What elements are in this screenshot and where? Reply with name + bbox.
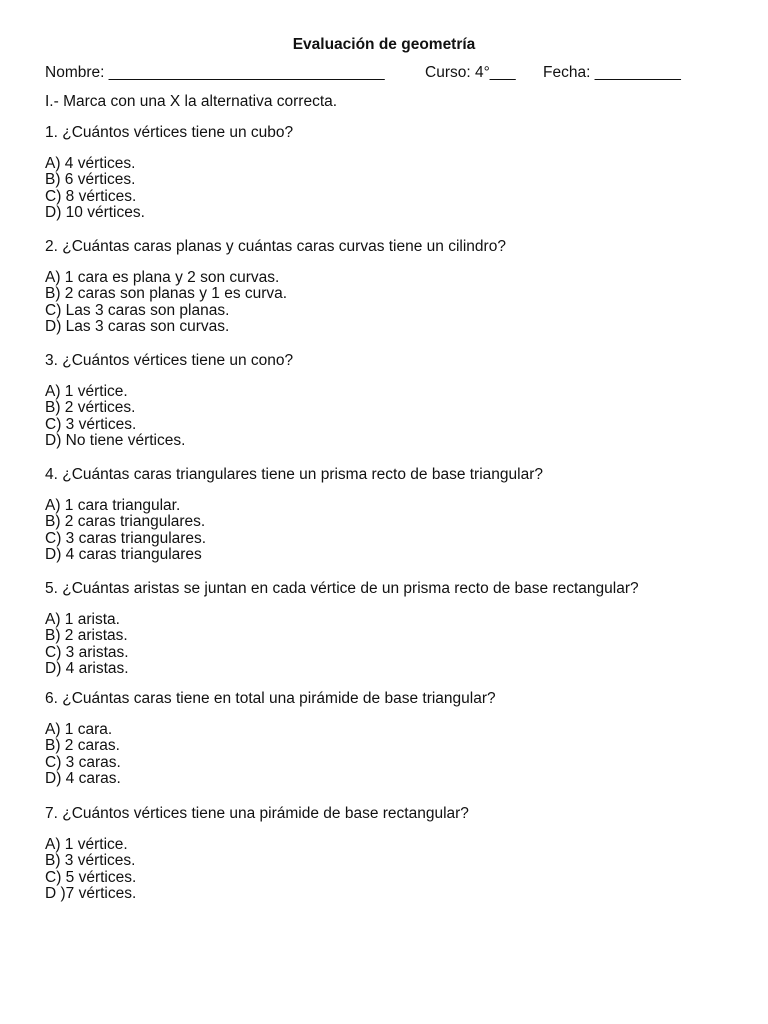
question-7 (45, 804, 745, 902)
option-d: D) No tiene vértices. (45, 431, 186, 449)
option-a: A) 1 cara es plana y 2 son curvas. (45, 269, 280, 286)
option-a: A) 1 cara triangular. (45, 497, 181, 514)
option-b: B) 2 caras. (45, 737, 120, 755)
option-b: B) 6 vértices. (45, 171, 136, 189)
question-5 (45, 579, 745, 677)
option-a: A) 4 vértices. (45, 155, 136, 172)
question-4 (45, 465, 745, 563)
option-a: A) 1 arista. (45, 611, 120, 628)
question-6 (45, 689, 745, 787)
question-text: 3. ¿Cuántos vértices tiene un cono? (45, 352, 294, 369)
option-d: D) Las 3 caras son curvas. (45, 317, 230, 335)
options-list (45, 837, 745, 902)
option-c: C) 3 caras triangulares. (45, 529, 207, 547)
question-text: 6. ¿Cuántas caras tiene en total una pirámide de base triangular? (45, 690, 496, 707)
option-b: B) 2 caras triangulares. (45, 513, 206, 531)
question-1 (45, 123, 745, 221)
question-2 (45, 237, 745, 335)
option-d: D) 4 caras triangulares (45, 545, 202, 563)
option-c: C) 5 vértices. (45, 868, 137, 886)
option-c: C) 8 vértices. (45, 187, 137, 205)
option-a: A) 1 vértice. (45, 836, 128, 853)
question-text: 4. ¿Cuántas caras triangulares tiene un prisma recto de base triangular? (45, 466, 543, 483)
options-list (45, 722, 745, 787)
option-b: B) 2 aristas. (45, 627, 128, 645)
options-list (45, 498, 745, 563)
student-header (45, 64, 725, 84)
options-list (45, 384, 745, 449)
fecha-field: Fecha: __________ (543, 64, 681, 81)
option-c: C) 3 aristas. (45, 643, 129, 661)
option-b: B) 2 vértices. (45, 399, 136, 417)
nombre-field: Nombre: ________________________________ (45, 64, 385, 81)
page-title: Evaluación de geometría (292, 36, 476, 53)
options-list (45, 156, 745, 221)
option-b: B) 2 caras son planas y 1 es curva. (45, 285, 288, 303)
question-text: 2. ¿Cuántas caras planas y cuántas caras curvas tiene un cilindro? (45, 238, 506, 255)
options-list (45, 612, 745, 677)
option-d: D )7 vértices. (45, 884, 137, 902)
question-3 (45, 351, 745, 449)
option-a: A) 1 cara. (45, 721, 113, 738)
option-c: C) 3 vértices. (45, 415, 137, 433)
question-text: 7. ¿Cuántos vértices tiene una pirámide de base rectangular? (45, 805, 469, 822)
question-text: 5. ¿Cuántas aristas se juntan en cada vértice de un prisma recto de base rectangular? (45, 580, 639, 597)
option-c: C) 3 caras. (45, 753, 121, 771)
option-a: A) 1 vértice. (45, 383, 128, 400)
question-text: 1. ¿Cuántos vértices tiene un cubo? (45, 124, 294, 141)
option-b: B) 3 vértices. (45, 852, 136, 870)
option-d: D) 10 vértices. (45, 203, 145, 221)
option-d: D) 4 aristas. (45, 659, 129, 677)
option-d: D) 4 caras. (45, 769, 121, 787)
options-list (45, 270, 745, 335)
curso-field: Curso: 4°___ (425, 64, 516, 81)
option-c: C) Las 3 caras son planas. (45, 301, 230, 319)
instruction-text: I.- Marca con una X la alternativa correcta. (45, 93, 338, 110)
